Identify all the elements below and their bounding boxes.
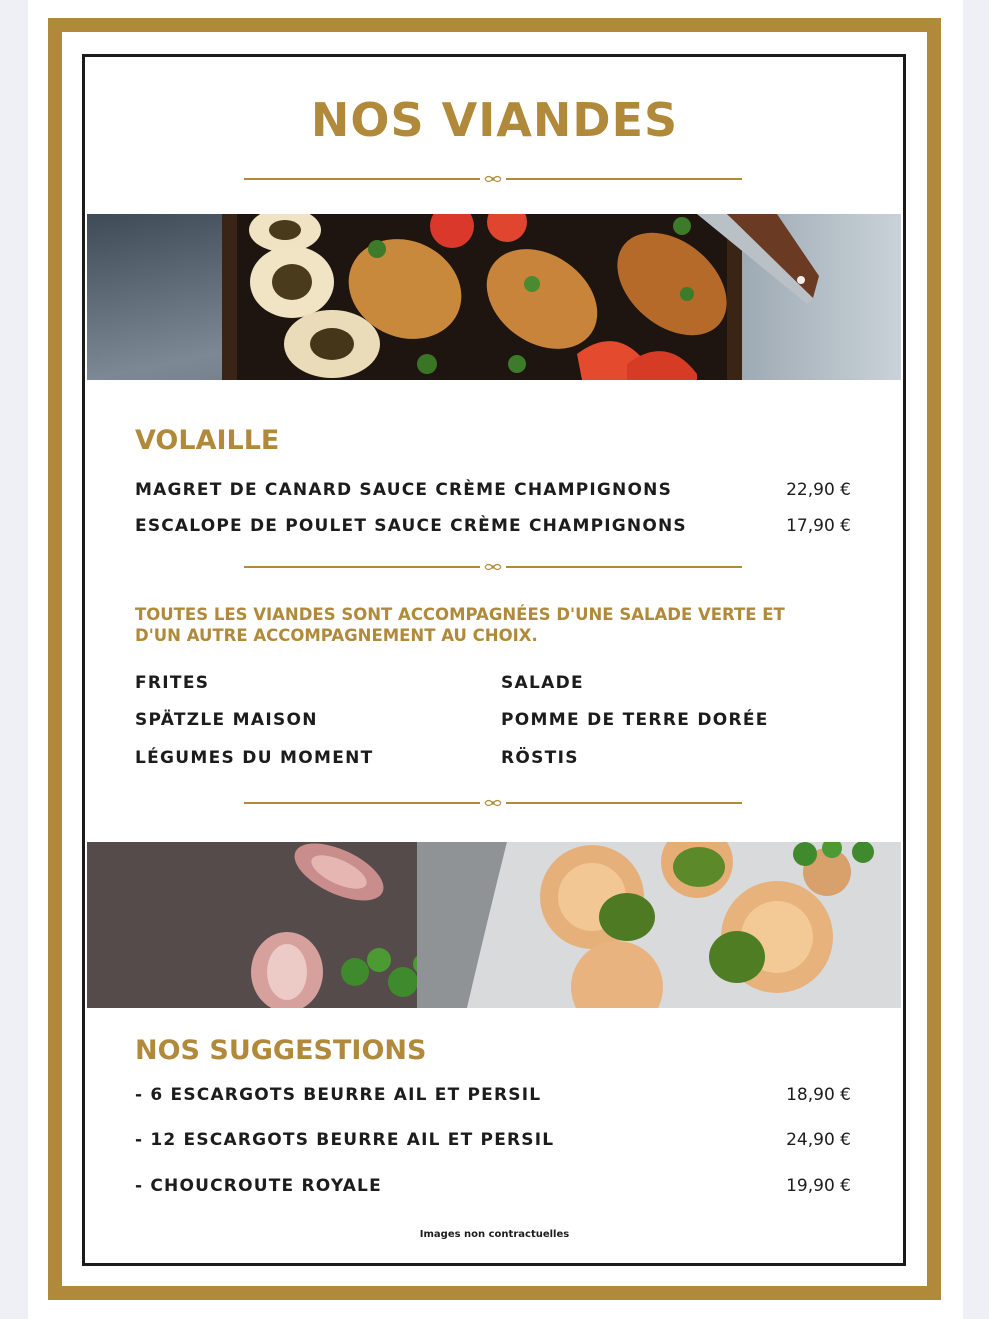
poultry-photo bbox=[87, 214, 901, 380]
item-price: 18,90 € bbox=[786, 1085, 851, 1105]
item-name: MAGRET DE CANARD SAUCE CRÈME CHAMPIGNONS bbox=[135, 480, 673, 500]
escargots-photo bbox=[87, 842, 901, 1008]
item-price: 22,90 € bbox=[786, 480, 851, 500]
section-title-volaille: VOLAILLE bbox=[135, 425, 280, 456]
item-price: 19,90 € bbox=[786, 1176, 851, 1196]
side-dish: FRITES bbox=[135, 673, 210, 693]
item-name: - 12 ESCARGOTS BEURRE AIL ET PERSIL bbox=[135, 1130, 555, 1150]
item-name: - CHOUCROUTE ROYALE bbox=[135, 1176, 382, 1196]
section-title-suggestions: NOS SUGGESTIONS bbox=[135, 1035, 427, 1066]
accompaniment-note: TOUTES LES VIANDES SONT ACCOMPAGNÉES D'UNE SALADE VERTE ET D'UN AUTRE ACCOMPAGNEMENT AU CHOIX. bbox=[135, 605, 785, 645]
side-dish: LÉGUMES DU MOMENT bbox=[135, 748, 374, 768]
ornament-divider bbox=[244, 560, 742, 574]
disclaimer-note: Images non contractuelles bbox=[419, 1229, 570, 1240]
item-price: 17,90 € bbox=[786, 516, 851, 536]
item-name: - 6 ESCARGOTS BEURRE AIL ET PERSIL bbox=[135, 1085, 542, 1105]
side-dish: SALADE bbox=[501, 673, 584, 693]
item-name: ESCALOPE DE POULET SAUCE CRÈME CHAMPIGNONS bbox=[135, 516, 687, 536]
side-dish: RÖSTIS bbox=[501, 748, 579, 768]
menu-title: NOS VIANDES bbox=[310, 93, 679, 147]
side-dish: POMME DE TERRE DORÉE bbox=[501, 710, 769, 730]
ornament-divider bbox=[244, 796, 742, 810]
ornament-divider bbox=[244, 172, 742, 186]
side-dish: SPÄTZLE MAISON bbox=[135, 710, 318, 730]
item-price: 24,90 € bbox=[786, 1130, 851, 1150]
